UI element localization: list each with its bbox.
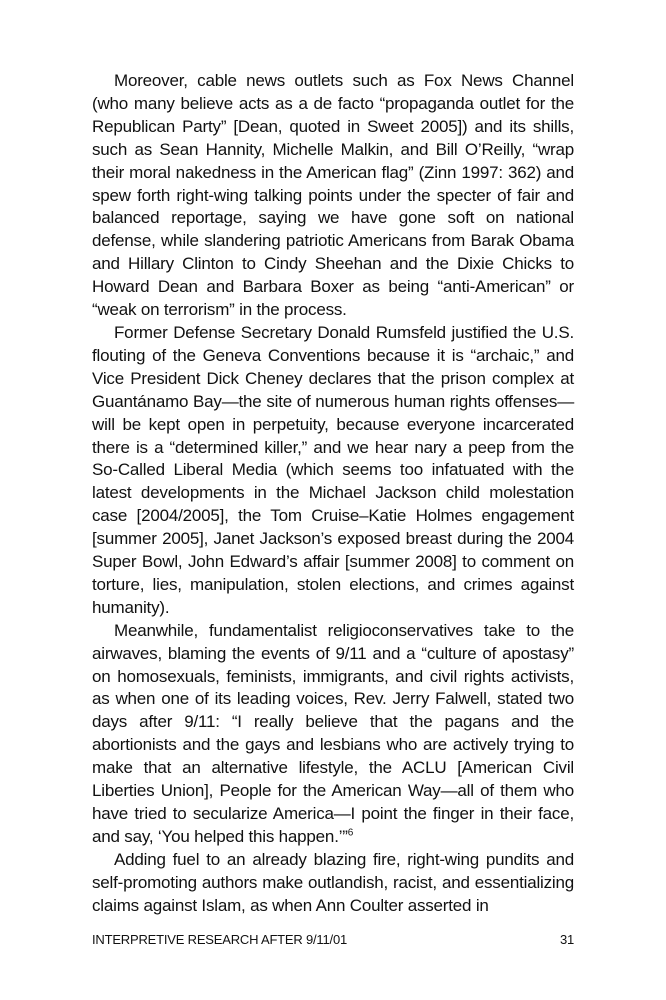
running-title: INTERPRETIVE RESEARCH AFTER 9/11/01 [92, 932, 347, 947]
paragraph-3 [92, 620, 574, 849]
page-footer [92, 932, 574, 948]
footnote-marker: 6 [347, 827, 354, 839]
paragraph-1: Moreover, cable news outlets such as Fox News Channel (who many believe acts as a de facto “propaganda outlet for the Republican Party” [Dean, quoted in Sweet 2005]) and its shills, such as Sean Hannity, Michelle Malkin, and Bill O’Reilly, “wrap their moral nakedness in the American flag” (Zinn 1997: 362) and spew forth right-wing talking points under the specter of fair and balanced reportage, saying we have gone soft on national defense, while slandering patriotic Americans from Barak Obama and Hillary Clinton to Cindy Sheehan and the Dixie Chicks to Howard Dean and Barbara Boxer as being “anti-American” or “weak on terrorism” in the process. [92, 71, 574, 320]
paragraph-4: Adding fuel to an already blazing fire, right-wing pundits and self-promoting authors make outlandish, racist, and essentializing claims against Islam, as when Ann Coulter asserted in [92, 849, 574, 915]
paragraph-2: Former Defense Secretary Donald Rumsfeld justified the U.S. flouting of the Geneva Conventions because it is “archaic,” and Vice President Dick Cheney declares that the prison complex at Guantánamo Bay—the site of numerous human rights offenses—will be kept open in perpetuity, because everyone incarcerated there is a “determined killer,” and we hear nary a peep from the So-Called Liberal Media (which seems too infatuated with the latest developments in the Michael Jackson child molestation case [2004/2005], the Tom Cruise–Katie Holmes engagement [summer 2005], Janet Jackson’s exposed breast during the 2004 Super Bowl, John Edward’s affair [summer 2008] to comment on torture, lies, manipulation, stolen elections, and crimes against humanity). [92, 322, 574, 617]
paragraph-3-text: Meanwhile, fundamentalist religioconservatives take to the airwaves, blaming the events of 9/11 and a “culture of apostasy” on homosexuals, feminists, immigrants, and civil rights activists, as when one of its leading voices, Rev. Jerry Falwell, stated two days after 9/11: “I really believe that the pagans and the abortionists and the gays and lesbians who are actively trying to make that an alternative lifestyle, the ACLU [American Civil Liberties Union], People for the American Way—all of them who have tried to secularize America—I point the finger in their face, and say, ‘You helped this happen.’” [92, 620, 574, 846]
page-number: 31 [559, 932, 574, 947]
body-text [92, 70, 574, 918]
